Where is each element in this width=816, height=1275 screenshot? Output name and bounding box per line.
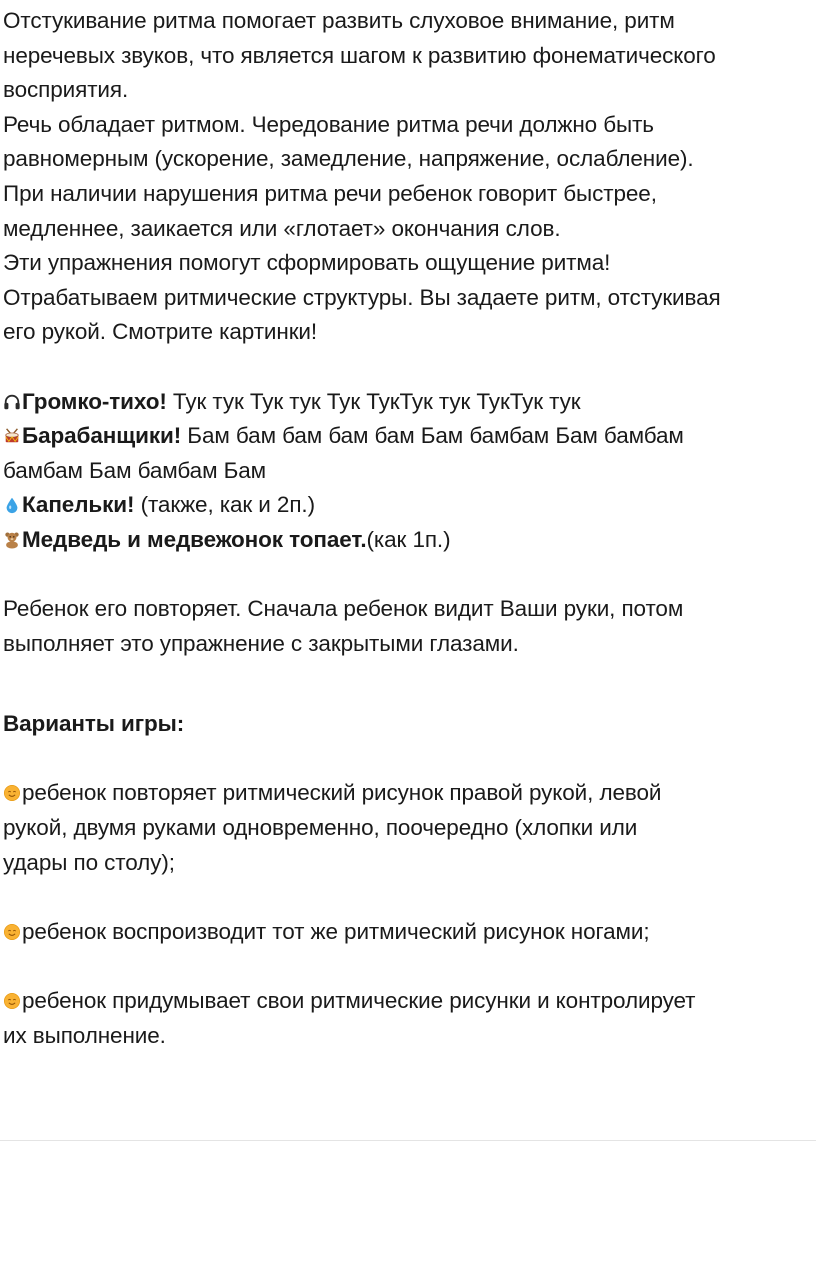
text-line: выполняет это упражнение с закрытыми глазами. <box>3 630 519 656</box>
exercise-text: Тук тук Тук тук Тук ТукТук тук ТукТук тук <box>166 388 581 414</box>
variants-heading <box>3 707 816 742</box>
list-item-text: ребенок придумывает свои ритмические рисунки и контролирует <box>22 988 696 1014</box>
list-item <box>3 776 816 880</box>
text-line: Отрабатываем ритмические структуры. Вы задаете ритм, отстукивая <box>3 284 721 310</box>
drum-icon <box>3 427 21 445</box>
text-line: удары по столу); <box>3 849 175 875</box>
list-item-text: ребенок повторяет ритмический рисунок правой рукой, левой <box>22 780 662 806</box>
list-item-text: ребенок воспроизводит тот же ритмический рисунок ногами; <box>22 918 650 944</box>
teddy-bear-icon <box>3 531 21 549</box>
text-line: медленнее, заикается или «глотает» окончания слов. <box>3 215 561 241</box>
exercise-item <box>3 488 816 523</box>
smiley-icon <box>3 992 21 1010</box>
text-line: При наличии нарушения ритма речи ребенок говорит быстрее, <box>3 180 657 206</box>
droplet-icon <box>3 496 21 514</box>
list-item <box>3 984 816 1053</box>
text-line: их выполнение. <box>3 1022 166 1048</box>
exercise-title: Медведь и медвежонок топает. <box>22 526 367 552</box>
text-line: его рукой. Смотрите картинки! <box>3 319 318 345</box>
exercise-title: Громко-тихо! <box>22 388 167 414</box>
variants-list <box>3 776 816 1053</box>
exercise-text: (как 1п.) <box>366 526 451 552</box>
smiley-icon <box>3 923 21 941</box>
text-line: Речь обладает ритмом. Чередование ритма речи должно быть <box>3 111 654 137</box>
headphones-icon <box>3 393 21 411</box>
text-line: неречевых звуков, что является шагом к развитию фонематического <box>3 42 716 68</box>
text-line <box>3 915 816 950</box>
text-line: Эти упражнения помогут сформировать ощущение ритма! <box>3 250 611 276</box>
exercise-item <box>3 419 816 454</box>
exercise-title: Барабанщики! <box>22 423 182 449</box>
exercise-item <box>3 523 816 558</box>
exercise-continuation: бамбам Бам бамбам Бам <box>3 457 267 483</box>
intro-paragraph <box>3 4 816 350</box>
text-line: рукой, двумя руками одновременно, поочередно (хлопки или <box>3 815 638 841</box>
text-line: равномерным (ускорение, замедление, напряжение, ослабление). <box>3 146 694 172</box>
exercise-text: Бам бам бам бам бам Бам бамбам Бам бамбам <box>181 423 684 449</box>
text-line <box>3 776 816 811</box>
text-line: Отстукивание ритма помогает развить слуховое внимание, ритм <box>3 8 675 33</box>
exercise-item <box>3 385 816 420</box>
text-line: Ребенок его повторяет. Сначала ребенок видит Ваши руки, потом <box>3 596 684 622</box>
exercise-title: Капельки! <box>22 492 135 518</box>
list-item <box>3 915 816 950</box>
exercise-list <box>3 385 816 558</box>
text-line <box>3 984 816 1019</box>
smiley-icon <box>3 784 21 802</box>
repeat-paragraph <box>3 592 816 661</box>
exercise-text: (также, как и 2п.) <box>134 492 315 518</box>
variants-heading-text: Варианты игры: <box>3 711 185 737</box>
text-line: восприятия. <box>3 77 129 103</box>
page-divider <box>0 1140 816 1141</box>
